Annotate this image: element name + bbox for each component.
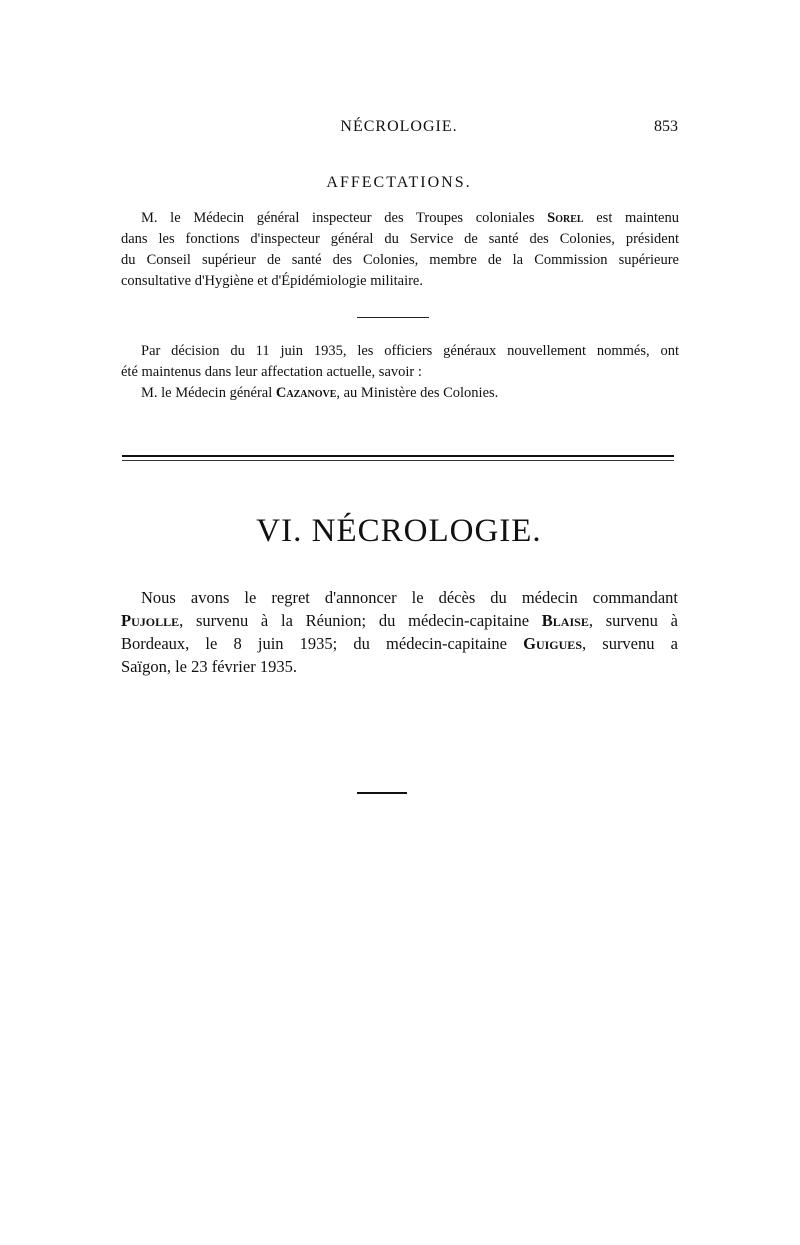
text-line: été maintenus dans leur affectation actuelle, savoir : xyxy=(121,364,422,380)
text-line: consultative d'Hygiène et d'Épidémiologie militaire. xyxy=(121,273,423,289)
person-name: Guigues xyxy=(523,634,582,653)
text-line: du Conseil supérieur de santé des Colonies, membre de la Commission supérieure xyxy=(121,252,679,268)
person-name: Cazanove xyxy=(275,385,337,401)
paragraph-decision xyxy=(121,341,679,404)
text-line: Nous avons le regret d'annoncer le décès du médecin commandant xyxy=(141,588,678,607)
paragraph-necrologie xyxy=(121,586,678,678)
text-span: , survenu à xyxy=(588,611,678,630)
text-line xyxy=(121,383,679,404)
text-line: dans les fonctions d'inspecteur général du Service de santé des Colonies, président xyxy=(121,231,679,247)
running-head xyxy=(120,118,678,142)
end-rule xyxy=(357,792,407,794)
person-name: Sorel xyxy=(547,210,584,226)
page-number: 853 xyxy=(654,118,678,135)
paragraph-affectation-sorel xyxy=(121,208,679,292)
text-span: , survenu a xyxy=(582,634,678,653)
person-name: Blaise xyxy=(541,611,589,630)
rule-line xyxy=(122,460,674,461)
person-name: Pujolle xyxy=(121,611,180,630)
text-line xyxy=(121,632,678,655)
chapter-title: VI. NÉCROLOGIE. xyxy=(256,513,542,549)
text-line: Par décision du 11 juin 1935, les officiers généraux nouvellement nommés, ont xyxy=(141,343,679,359)
text-line xyxy=(121,208,679,229)
text-span: , au Ministère des Colonies. xyxy=(336,385,499,401)
text-span: M. le Médecin général inspecteur des Troupes coloniales xyxy=(141,210,548,226)
double-rule-divider xyxy=(122,455,674,461)
text-span: est maintenu xyxy=(583,210,679,226)
running-head-title: NÉCROLOGIE. xyxy=(340,118,458,135)
text-line xyxy=(121,609,678,632)
section-title-affectations: AFFECTATIONS. xyxy=(326,174,472,191)
separator-rule xyxy=(357,317,429,318)
text-span: M. le Médecin général xyxy=(141,385,276,401)
text-span: , survenu à la Réunion; du médecin-capitaine xyxy=(179,611,542,630)
text-line: Saïgon, le 23 février 1935. xyxy=(121,657,297,676)
text-span: Bordeaux, le 8 juin 1935; du médecin-capitaine xyxy=(121,634,524,653)
rule-line xyxy=(122,455,674,457)
